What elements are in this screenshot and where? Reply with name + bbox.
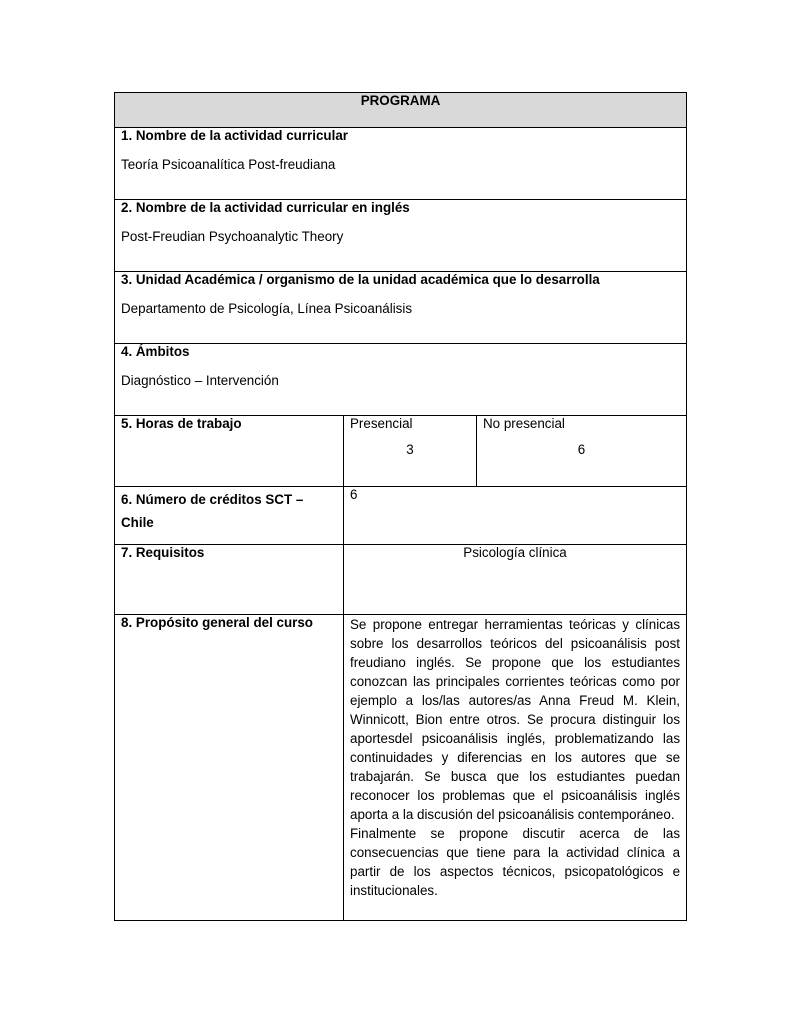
section-4-value: Diagnóstico – Intervención: [121, 373, 279, 388]
section-7-value: Psicología clínica: [463, 545, 567, 560]
section-4: [115, 344, 687, 416]
presencial-label: Presencial: [350, 416, 413, 431]
section-8: [115, 615, 344, 921]
no-presencial-label: No presencial: [483, 416, 565, 431]
no-presencial-cell: [477, 416, 687, 487]
presencial-value: 3: [406, 442, 414, 457]
section-1-value: Teoría Psicoanalítica Post-freudiana: [121, 157, 336, 172]
section-3-value: Departamento de Psicología, Línea Psicoanálisis: [121, 301, 413, 316]
program-header: PROGRAMA: [115, 93, 687, 128]
purpose-paragraph-1: Se propone entregar herramientas teóricas y clínicas sobre los desarrollos teóricos del psicoanálisis post freudiano inglés. Se propone que los estudiantes conozcan las principales corrientes teóricas como por ejemplo a los/las autores/as Anna Freud M. Klein, Winnicott, Bion entre otros. Se procura distinguir los aportesdel psicoanálisis inglés, problematizando las continuidades y diferencias en los autores que se trabajarán. Se busca que los estudiantes puedan reconocer los problemas que el psicoanálisis inglés aporta a la discusión del psicoanálisis contemporáneo.: [350, 617, 681, 822]
purpose-paragraph-2: Finalmente se propone discutir acerca de las consecuencias que tiene para la actividad clínica a partir de los aspectos técnicos, psicopatológicos e institucionales.: [350, 826, 681, 898]
section-2-value: Post-Freudian Psychoanalytic Theory: [121, 229, 344, 244]
program-table: [114, 92, 687, 921]
section-8-label: 8. Propósito general del curso: [121, 615, 313, 630]
section-1-label: 1. Nombre de la actividad curricular: [121, 128, 348, 143]
section-3-label: 3. Unidad Académica / organismo de la unidad académica que lo desarrolla: [121, 272, 600, 287]
section-2: [115, 200, 687, 272]
section-6-value: 6: [350, 487, 358, 502]
section-7-value-cell: [344, 545, 687, 615]
section-6: [115, 487, 344, 545]
section-7-label: 7. Requisitos: [121, 545, 205, 560]
section-7: [115, 545, 344, 615]
section-3: [115, 272, 687, 344]
section-5-label: 5. Horas de trabajo: [121, 416, 242, 431]
section-1: [115, 128, 687, 200]
section-6-label: 6. Número de créditos SCT – Chile: [121, 492, 304, 530]
presencial-cell: [344, 416, 477, 487]
no-presencial-value: 6: [577, 442, 586, 457]
section-6-value-cell: [344, 487, 687, 545]
section-2-label: 2. Nombre de la actividad curricular en inglés: [121, 200, 410, 215]
section-4-label: 4. Ámbitos: [121, 344, 190, 359]
section-8-value-cell: [344, 615, 687, 921]
section-5: [115, 416, 344, 487]
